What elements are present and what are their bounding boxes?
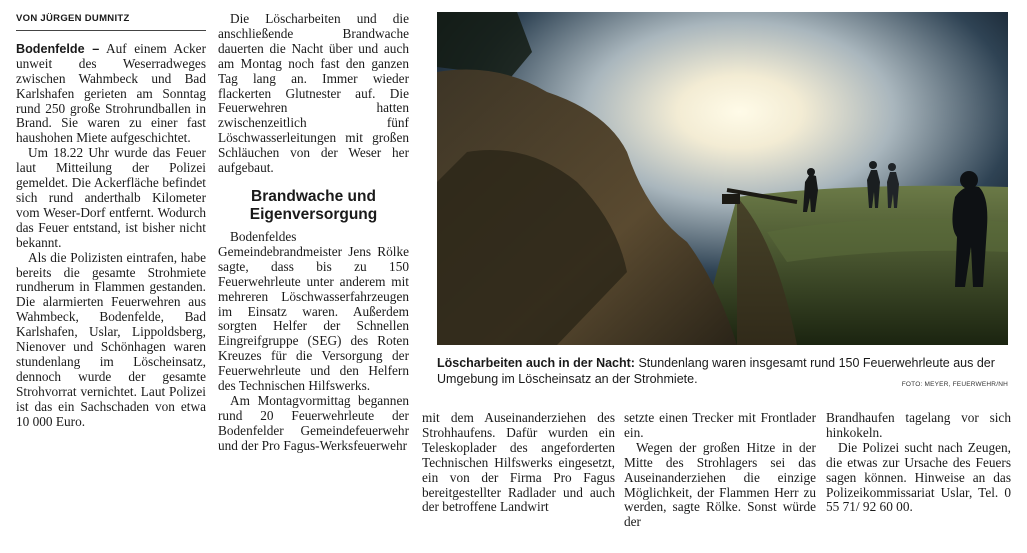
paragraph: mit dem Auseinanderziehen des Strohhaufens. Dafür wurden ein Teleskoplader des angeforderten Technischen Hilfswerks eingesetzt, ein von der Firma Pro Fagus bereitgestellter Radlader und auch der betroffene Landwirt bbox=[422, 410, 615, 515]
paragraph: Brandhaufen tagelang vor sich hinkokeln. bbox=[826, 410, 1011, 440]
paragraph: setzte einen Trecker mit Frontlader ein. bbox=[624, 410, 816, 440]
paragraph: Die Polizei sucht nach Zeugen, die etwas zur Ursache des Feuers sagen können. Hinweise an das Polizeikommissariat Uslar, Tel. 0 55 71/ 92 60 00. bbox=[826, 439, 1011, 515]
article-column-5 bbox=[826, 411, 1011, 515]
lead-place: Bodenfelde – bbox=[16, 41, 100, 56]
article-column-3 bbox=[422, 411, 615, 515]
article-column-4 bbox=[624, 411, 816, 530]
night-fire-scene bbox=[437, 12, 1008, 345]
subheading: Brandwache und Eigenversorgung bbox=[249, 187, 378, 223]
paragraph: Am Montagvormittag begannen rund 20 Feuerwehrleute der Bodenfelder Gemeindefeuerwehr und der Pro Fagus-Werksfeuerwehr bbox=[218, 392, 409, 453]
lead-paragraph bbox=[16, 42, 206, 146]
paragraph: Als die Polizisten eintrafen, habe bereits die gesamte Strohmiete rundherum in Flammen gestanden. Die alarmierten Feuerwehren aus Wahmbeck, Bodenfelde, Bad Karlshafen, Uslar, Lippoldsberg, Nienover und Schönhagen waren stundenlang im Löscheinsatz, dennoch wurde der gesamte Strohvorrat vernichtet. Laut Polizei ist das ein Sachschaden von etwa 10 000 Euro. bbox=[16, 249, 206, 429]
paragraph: Die Löscharbeiten und die anschließende Brandwache dauerten die Nacht über und auch am Montag noch fast den ganzen Tag lang an. Immer wieder flackerten Glutnester auf. Die Feuerwehren hatten zwischenzeitlich fünf Löschwasserleitungen mit großen Schläuchen von der Weser her aufgebaut. bbox=[218, 11, 409, 176]
fire-photo bbox=[437, 12, 1008, 345]
caption-text: Stundenlang waren insgesamt rund 150 Feuerwehrleute aus der Umgebung im Löscheinsatz an der Strohmiete. bbox=[437, 356, 995, 386]
paragraph: Bodenfeldes Gemeindebrandmeister Jens Rölke sagte, dass bis zu 150 Feuerwehrleute unter anderem mit mehreren Löschwasserfahrzeugen im Einsatz waren. Außerdem sorgten Helfer der Schnellen Eingreifgruppe (SEG) des Roten Kreuzes für die Versorgung der Feuerwehrleute und den Helfern des Technischen Hilfswerks. bbox=[218, 228, 409, 394]
photo-credit: FOTO: MEYER, FEUERWEHR/NH bbox=[901, 381, 1008, 388]
article-column-1 bbox=[16, 12, 206, 429]
byline: VON JÜRGEN DUMNITZ bbox=[16, 12, 206, 31]
caption-title: Löscharbeiten auch in der Nacht: bbox=[437, 356, 635, 370]
paragraph: Wegen der großen Hitze in der Mitte des Strohlagers sei das Auseinanderziehen die einzige Möglichkeit, der Flammen Herr zu werden, sagte Rölke. Sonst würde der bbox=[624, 439, 816, 530]
lead-text: Auf einem Acker unweit des Weserradweges zwischen Wahmbeck und Bad Karlshafen gerieten am Sonntag rund 250 große Strohrundballen in Brand. Sie waren zu einer fast haushohen Miete aufgeschichtet. bbox=[16, 40, 206, 146]
article-column-2 bbox=[218, 12, 409, 454]
paragraph: Um 18.22 Uhr wurde das Feuer laut Mitteilung der Polizei gemeldet. Die Ackerfläche befindet sich rund anderthalb Kilometer vom Weser-Dorf entfernt. Wodurch das Feuer entstand, ist bisher nicht bekannt. bbox=[16, 145, 206, 250]
